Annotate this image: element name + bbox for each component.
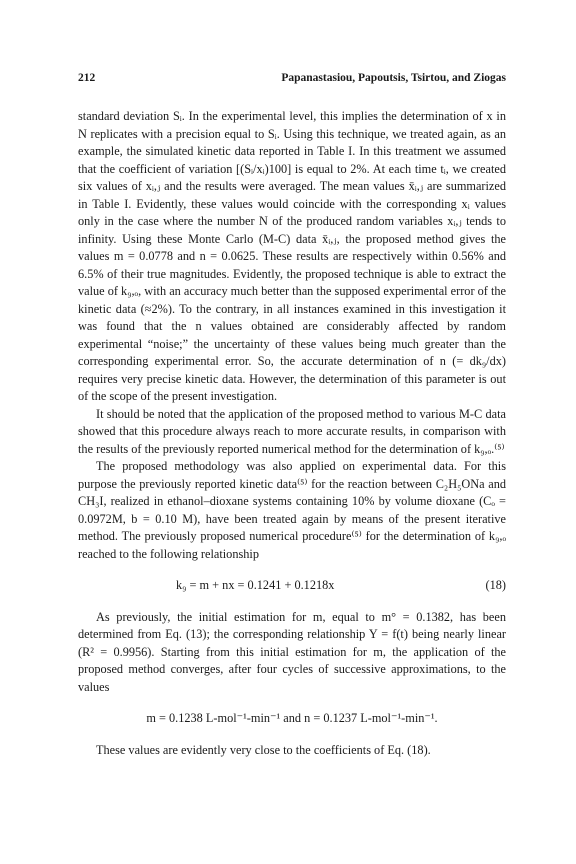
- equation-values-expression: m = 0.1238 L-mol⁻¹-min⁻¹ and n = 0.1237 L-mol⁻¹-min⁻¹.: [146, 711, 438, 725]
- paragraph-4: As previously, the initial estimation for m, equal to m° = 0.1382, has been determined from Eq. (13); the corresponding relationship Y = f(t) being nearly linear (R² = 0.9956). Starting from this initial estimation for m, the application of the proposed method converges, after four cycles of successive approximations, to the values: [78, 609, 506, 694]
- equation-18: [78, 577, 506, 595]
- equation-values: [78, 710, 506, 728]
- page: [78, 70, 506, 757]
- equation-18-expression: k₉ = m + nx = 0.1241 + 0.1218x: [176, 578, 335, 592]
- running-head: Papanastasiou, Papoutsis, Tsirtou, and Ziogas: [281, 72, 506, 84]
- equation-18-label: (18): [485, 578, 506, 592]
- paragraph-1: standard deviation Sᵢ. In the experimental level, this implies the determination of x in N replicates with a precision equal to Sᵢ. Using this technique, we treated again, as an example, the simulated kinetic data reported in Table I. In this treatment we assumed that the coefficient of variation [(Sᵢ/xᵢ)100] is equal to 2%. At each time tᵢ, we created six values of xᵢ,ⱼ and the results were averaged. The mean values x̄ᵢ,ⱼ are summarized in Table I. Evidently, these values would coincide with the corresponding xᵢ values only in the case where the number N of the produced random variables xᵢ,ⱼ tends to infinity. Using these Monte Carlo (M-C) data x̄ᵢ,ⱼ, the proposed method gives the values m = 0.0778 and n = 0.0625. These results are respectively within 0.56% and 6.5% of their true magnitudes. Evidently, the proposed technique is able to extract the value of k₉,ₒ, with an accuracy much better than the supposed experimental error of the kinetic data (≈2%). To the contrary, in all instances examined in this investigation it was found that the n values obtained are considerably affected by random experimental “noise;” the uncertainty of these values being much greater than the corresponding experimental error. So, the accurate determination of n (= dk₉/dx) requires very precise kinetic data. However, the determination of this parameter is out of the scope of the present investigation.: [78, 109, 506, 403]
- body-text: [78, 108, 506, 759]
- paragraph-5: These values are evidently very close to the coefficients of Eq. (18).: [96, 742, 431, 757]
- page-header: [78, 70, 506, 86]
- page-number: 212: [78, 72, 96, 84]
- paragraph-3: The proposed methodology was also applied on experimental data. For this purpose the previously reported kinetic data⁽⁵⁾ for the reaction between C₂H₅ONa and CH₃I, realized in ethanol–dioxane systems containing 10% by volume dioxane (Cₒ = 0.0972M, b = 0.10 M), have been treated again by means of the present iterative method. The previously proposed numerical procedure⁽⁵⁾ for the determination of k₉,ₒ reached to the following relationship: [78, 459, 506, 561]
- paragraph-2: It should be noted that the application of the proposed method to various M-C data showed that this procedure always reach to more accurate results, in comparison with the results of the previously reported numerical method for the determination of k₉,ₒ.⁽⁵⁾: [78, 406, 506, 456]
